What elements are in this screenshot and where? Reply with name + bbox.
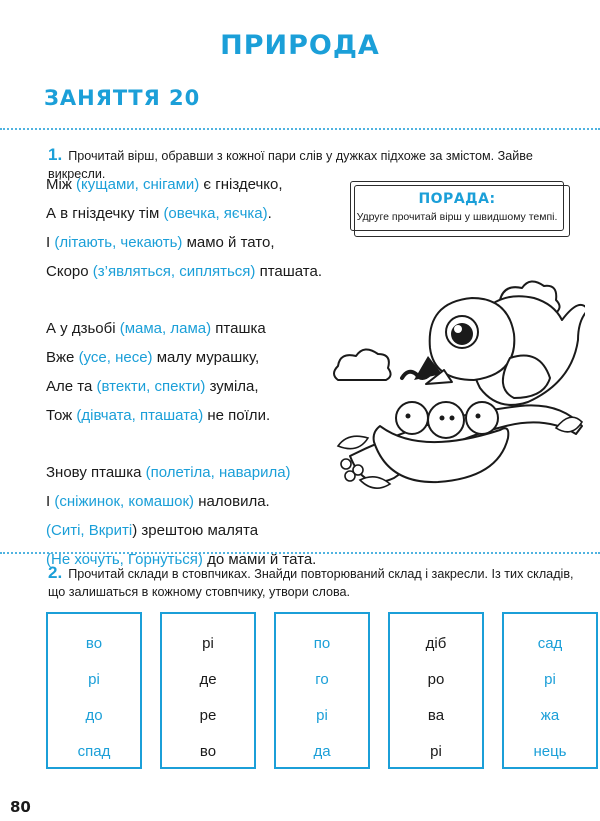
word-choice[interactable]: (овечка, яєчка) (163, 205, 268, 222)
poem-line: Скоро (з’являться, сипляться) пташата. (46, 263, 323, 280)
task-1-number: 1. (48, 145, 63, 164)
poem-line: Тож (дівчата, пташата) не поїли. (46, 407, 271, 424)
task-2-text-line1: Прочитай склади в стовпчиках. Знайди повторюваний склад і закресли. Із тих складів, (68, 567, 574, 581)
word-choice[interactable]: (усе, несе) (78, 349, 153, 366)
chick-icon (466, 402, 498, 434)
poem (46, 170, 322, 574)
word-choice[interactable]: (кущами, снігами) (76, 176, 200, 193)
syllable[interactable]: спад (77, 743, 111, 760)
poem-line: Між (кущами, снігами) є гніздечко, (46, 176, 283, 193)
syllable[interactable]: де (199, 671, 217, 688)
separator-middle (0, 552, 600, 554)
poem-line: А у дзьобі (мама, лама) пташка (46, 320, 266, 337)
syllable-column (502, 612, 598, 769)
syllable[interactable]: сад (537, 635, 563, 652)
word-choice[interactable]: (мама, лама) (119, 320, 212, 337)
syllable-column (160, 612, 256, 769)
poem-line: І (літають, чекають) мамо й тато, (46, 234, 275, 251)
page-number: 80 (10, 798, 31, 816)
syllable-column (388, 612, 484, 769)
syllable[interactable]: ре (199, 707, 217, 724)
page-title: ПРИРОДА (220, 30, 380, 61)
poem-line: Але та (втекти, спекти) зуміла, (46, 378, 259, 395)
syllable[interactable]: рі (430, 743, 442, 760)
task-2-number: 2. (48, 563, 63, 582)
lesson-heading: ЗАНЯТТЯ 20 (44, 86, 201, 110)
syllable[interactable]: во (199, 743, 217, 760)
syllable[interactable]: го (315, 671, 329, 688)
syllable-column (46, 612, 142, 769)
syllable[interactable]: ро (427, 671, 445, 688)
poem-line: І (сніжинок, комашок) наловила. (46, 493, 270, 510)
separator-top (0, 128, 600, 130)
syllable[interactable]: жа (540, 707, 560, 724)
leaf-icon (338, 436, 368, 448)
syllable[interactable]: до (85, 707, 103, 724)
syllable[interactable]: да (313, 743, 331, 760)
syllable-column (274, 612, 370, 769)
syllable[interactable]: ва (427, 707, 445, 724)
word-choice[interactable]: (з’являться, сипляться) (92, 263, 256, 280)
word-choice[interactable]: (літають, чекають) (54, 234, 183, 251)
syllable[interactable]: рі (202, 635, 214, 652)
syllable[interactable]: во (85, 635, 103, 652)
tip-box (350, 181, 564, 231)
syllable[interactable]: рі (544, 671, 556, 688)
chick-icon (396, 402, 428, 434)
syllable[interactable]: діб (425, 635, 447, 652)
tip-text: Удруге прочитай вірш у швидшому темпі. (356, 211, 558, 223)
poem-line: (Не хочуть, Горнуться) до мами й тата. (46, 551, 317, 568)
word-choice[interactable]: (Не хочуть, Горнуться) (46, 551, 203, 568)
word-choice[interactable]: (Ситі, Вкриті (46, 522, 133, 539)
task-2-text-line2: що залишаться в кожному стовпчику, утвори слова. (48, 585, 351, 599)
poem-line: Вже (усе, несе) малу мурашку, (46, 349, 260, 366)
cloud-icon (334, 349, 391, 380)
task-2-instruction (48, 564, 578, 601)
word-choice[interactable]: (сніжинок, комашок) (54, 493, 195, 510)
berry-icon (341, 459, 351, 469)
poem-line: А в гніздечку тім (овечка, яєчка). (46, 205, 272, 222)
syllable[interactable]: нець (533, 743, 567, 760)
syllable[interactable]: рі (88, 671, 100, 688)
syllable[interactable]: по (313, 635, 331, 652)
task-1-text: Прочитай вірш, обравши з кожної пари слів у дужках підхоже за змістом. Зайве викресли. (48, 149, 533, 181)
chick-icon (428, 402, 464, 438)
tip-title: ПОРАДА: (418, 191, 496, 207)
poem-line: (Ситі, Вкриті) зрештою малята (46, 522, 259, 539)
word-choice[interactable]: (втекти, спекти) (96, 378, 206, 395)
word-choice[interactable]: (полетіла, наварила) (145, 464, 291, 481)
syllable[interactable]: рі (316, 707, 328, 724)
poem-line: Знову пташка (полетіла, наварила) (46, 464, 291, 481)
berry-icon (345, 471, 355, 481)
bird-nest-illustration (320, 278, 585, 510)
word-choice[interactable]: (дівчата, пташата) (76, 407, 204, 424)
